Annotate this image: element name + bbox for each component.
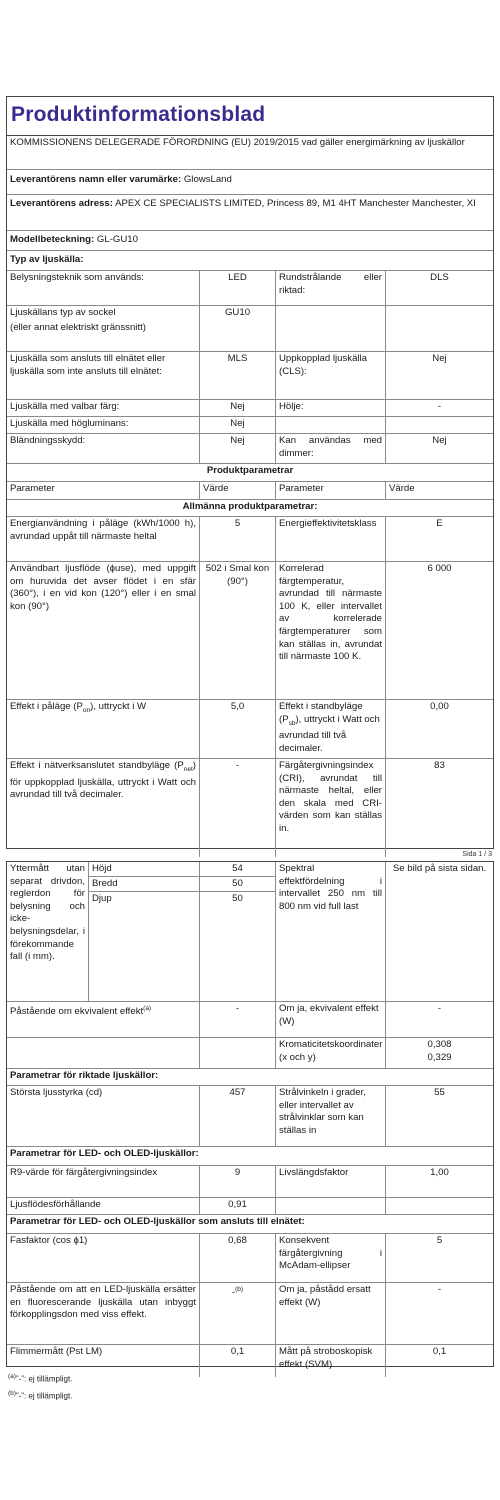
param-value: 0,68 xyxy=(200,1234,276,1282)
param-row xyxy=(7,1234,493,1283)
param-row xyxy=(7,562,493,700)
param-value xyxy=(386,1198,493,1214)
column-header: Värde xyxy=(389,483,415,494)
claim-row: Påstående om ekvivalent effekt$^{(a)}$ - Om ja, ekvivalent effekt (W) - xyxy=(7,1002,493,1038)
type-label: Kan användas med dimmer: xyxy=(276,434,386,463)
param-label: Mått på stroboskopisk effekt (SVM) xyxy=(276,1345,386,1377)
supplier-name-label: Leverantörens namn eller varumärke: xyxy=(10,174,182,185)
type-value: Nej xyxy=(432,353,447,364)
dimensions-label: Yttermått utan separat drivdon, reglerdon för belysning och icke-belysningsdelar, i förekommande fall (i mm). xyxy=(7,862,89,1001)
param-row: Effekt i nätverksanslutet standbyläge $(P_{net})$ för uppkopplad ljuskälla, uttryckt i Watt och avrundad till två decimaler. - Färgåtergivningsindex (CRI), avrundat till närmaste heltal, eller den skala med CRI-värden som kan ställas in. 83 xyxy=(7,759,493,857)
mains-heading-row xyxy=(7,1215,493,1234)
param-value: 1,00 xyxy=(430,1167,449,1178)
param-label: Påstående om ekvivalent effekt xyxy=(10,1006,144,1018)
param-row xyxy=(7,1345,493,1377)
param-value: - xyxy=(231,1287,236,1299)
type-row xyxy=(7,400,493,417)
param-value: - xyxy=(437,1003,442,1014)
type-row xyxy=(7,271,493,306)
dimensions-row xyxy=(7,862,493,1002)
type-value xyxy=(386,417,493,433)
param-value: - xyxy=(200,759,276,857)
type-label: Bländningsskydd: xyxy=(7,434,200,463)
param-value: E xyxy=(436,518,443,529)
param-label: Färgåtergivningsindex (CRI), avrundat till närmaste heltal, eller den skala med CRI-värden som kan ställas in. xyxy=(276,759,386,857)
param-label: Effekt i nätverksanslutet standbyläge (P xyxy=(10,760,184,771)
general-heading: Allmänna produktparametrar: xyxy=(182,501,318,512)
param-value: 55 xyxy=(434,1087,445,1098)
type-label: Ljuskällans typ av sockel xyxy=(10,307,116,318)
dimension-value: 50 xyxy=(232,893,243,904)
param-label xyxy=(276,1198,386,1214)
param-label: Största ljusstyrka (cd) xyxy=(7,1086,200,1146)
directional-heading: Parametrar för riktade ljuskällor: xyxy=(10,1070,159,1081)
type-row xyxy=(7,434,493,464)
type-label xyxy=(276,306,386,351)
product-params-heading: Produktparametrar xyxy=(206,465,294,476)
param-label: Ljusflödesförhållande xyxy=(7,1198,200,1214)
param-row: Påstående om att en LED-ljuskälla ersätter en fluorescerande ljuskälla utan inbyggt förkopplingsdon med viss effekt. -$^{(b)}$ Om ja, påstådd ersatt effekt (W) - xyxy=(7,1283,493,1345)
model-row xyxy=(7,231,493,251)
param-label: Konsekvent färgåtergivning i McAdam-ellipser xyxy=(276,1234,386,1282)
param-label: Flimmermått (Pst LM) xyxy=(7,1345,200,1377)
param-label: Användbart ljusflöde (ϕuse), med uppgift om huruvida det avser flödet i en sfär (360°), i en vid kon (120°) eller i en smal kon (90°) xyxy=(7,562,200,699)
param-label: Korrelerad färgtemperatur, avrundad till närmaste 100 K, eller intervallet av korrelerade färgtemperaturer som kan ställas in, avrundat till närmaste 100 K. xyxy=(276,562,386,699)
type-value: Nej xyxy=(200,400,276,416)
param-value: 0,00 xyxy=(430,701,449,712)
type-heading: Typ av ljuskälla: xyxy=(10,254,84,265)
dimension-value: 50 xyxy=(200,877,275,892)
param-label: Fasfaktor (cos ϕ1) xyxy=(7,1234,200,1282)
type-row xyxy=(7,352,493,400)
directional-heading-row xyxy=(7,1069,493,1086)
supplier-address-label: Leverantörens adress: xyxy=(10,198,113,209)
type-label: Uppkopplad ljuskälla (CLS): xyxy=(276,352,386,399)
footnote: $^{(b)}$”-”: ej tillämpligt. xyxy=(8,1390,73,1401)
type-label: Ljuskälla som ansluts till elnätet eller ljuskälla som inte ansluts till elnätet: xyxy=(7,352,200,399)
param-value: 0,91 xyxy=(200,1198,276,1214)
product-params-heading-row xyxy=(7,464,493,482)
chromaticity-y: 0,329 xyxy=(427,1051,452,1063)
column-header: Parameter xyxy=(7,482,200,499)
dimension-value: 54 xyxy=(200,862,275,877)
param-value: 5 xyxy=(200,517,276,561)
type-value xyxy=(386,306,493,351)
type-heading-row xyxy=(7,251,493,271)
param-value: 83 xyxy=(434,760,445,771)
dimension-name: Djup xyxy=(92,893,112,904)
param-label: Om ja, påstådd ersatt effekt (W) xyxy=(276,1283,386,1344)
dimension-name: Bredd xyxy=(89,877,199,892)
type-value: DLS xyxy=(430,272,449,283)
sheet-title: Produktinformationsblad xyxy=(7,97,493,136)
supplier-address-row xyxy=(7,195,493,231)
param-value: 502 i Smal kon (90°) xyxy=(200,562,276,699)
column-header-row xyxy=(7,482,493,500)
param-label: Effekt i standbyläge (P xyxy=(279,701,363,725)
param-label: Energieffektivitetsklass xyxy=(276,517,386,561)
dimension-name: Höjd xyxy=(89,862,199,877)
param-value: 5 xyxy=(436,1235,443,1246)
type-value: GU10 xyxy=(200,306,276,351)
param-row xyxy=(7,1166,493,1198)
chromaticity-x: 0,308 xyxy=(427,1039,452,1050)
param-label: Effekt i påläge (P xyxy=(10,701,83,712)
type-row xyxy=(7,417,493,434)
led-heading-row xyxy=(7,1147,493,1166)
type-value: MLS xyxy=(200,352,276,399)
supplier-address-value: APEX CE SPECIALISTS LIMITED, Princess 89, M1 4HT Manchester Manchester, XI xyxy=(115,198,476,209)
spectral-value: Se bild på sista sidan. xyxy=(392,863,487,874)
param-value: 9 xyxy=(200,1166,276,1197)
column-header: Parameter xyxy=(276,482,386,499)
supplier-name-row xyxy=(7,170,493,195)
param-value: 5,0 xyxy=(200,700,276,758)
page-number: Sida 1 / 3 xyxy=(462,851,492,858)
param-value: - xyxy=(200,1002,276,1037)
type-value: Nej xyxy=(200,434,276,463)
param-label: Energianvändning i påläge (kWh/1000 h), avrundad uppåt till närmaste heltal xyxy=(7,517,200,561)
column-header: Värde xyxy=(200,482,276,499)
type-label: Hölje: xyxy=(276,400,386,416)
type-label: Ljuskälla med valbar färg: xyxy=(7,400,200,416)
sheet-page-2 xyxy=(6,861,494,1370)
spectral-label: Spektral effektfördelning i intervallet 250 nm till 800 nm vid full last xyxy=(276,862,386,1001)
type-label: Belysningsteknik som används: xyxy=(7,271,200,305)
type-label: Ljuskälla med högluminans: xyxy=(7,417,200,433)
type-value: Nej xyxy=(432,435,447,446)
param-row: Effekt i påläge $(P_{on})$, uttryckt i W 5,0 Effekt i standbyläge $(P_{sb})$, uttryckt i Watt och avrundad till två decimaler. 0,00 xyxy=(7,700,493,759)
type-value: - xyxy=(437,401,442,412)
led-heading: Parametrar för LED- och OLED-ljuskällor: xyxy=(10,1148,199,1159)
param-value: 0,1 xyxy=(432,1346,447,1357)
type-value: Nej xyxy=(200,417,276,433)
mains-heading: Parametrar för LED- och OLED-ljuskällor som ansluts till elnätet: xyxy=(10,1216,305,1227)
model-value: GL-GU10 xyxy=(96,234,138,245)
param-value: 457 xyxy=(200,1086,276,1146)
param-label: Påstående om att en LED-ljuskälla ersätter en fluorescerande ljuskälla utan inbyggt förkopplingsdon med viss effekt. xyxy=(7,1283,200,1344)
general-heading-row xyxy=(7,500,493,517)
chroma-row xyxy=(7,1038,493,1069)
type-row xyxy=(7,306,493,352)
param-label: Strålvinkeln i grader, eller intervallet av strålvinklar som kan ställas in xyxy=(276,1086,386,1146)
regulation-text: KOMMISSIONENS DELEGERADE FÖRORDNING (EU) 2019/2015 vad gäller energimärkning av ljuskällor xyxy=(10,137,465,148)
param-label: Kromaticitetskoordinater (x och y) xyxy=(276,1038,386,1068)
param-row xyxy=(7,517,493,562)
param-label: Om ja, ekvivalent effekt (W) xyxy=(276,1002,386,1037)
param-row xyxy=(7,1086,493,1147)
supplier-name-value: GlowsLand xyxy=(183,174,232,185)
footnote: $^{(a)}$”-”: ej tillämpligt. xyxy=(8,1373,73,1384)
param-value: 0,1 xyxy=(200,1345,276,1377)
type-label: Rundstrålande eller riktad: xyxy=(276,271,386,305)
param-label: R9-värde för färgåtergivningsindex xyxy=(7,1166,200,1197)
param-value: 6 000 xyxy=(427,563,452,574)
sheet-page-1 xyxy=(6,96,494,849)
regulation-row xyxy=(7,136,493,170)
param-row xyxy=(7,1198,493,1215)
type-label xyxy=(276,417,386,433)
type-label: (eller annat elektriskt gränssnitt) xyxy=(10,321,146,333)
param-value: - xyxy=(437,1284,442,1295)
type-value: LED xyxy=(200,271,276,305)
model-label: Modellbeteckning: xyxy=(10,234,95,245)
param-label: Livslängdsfaktor xyxy=(276,1166,386,1197)
